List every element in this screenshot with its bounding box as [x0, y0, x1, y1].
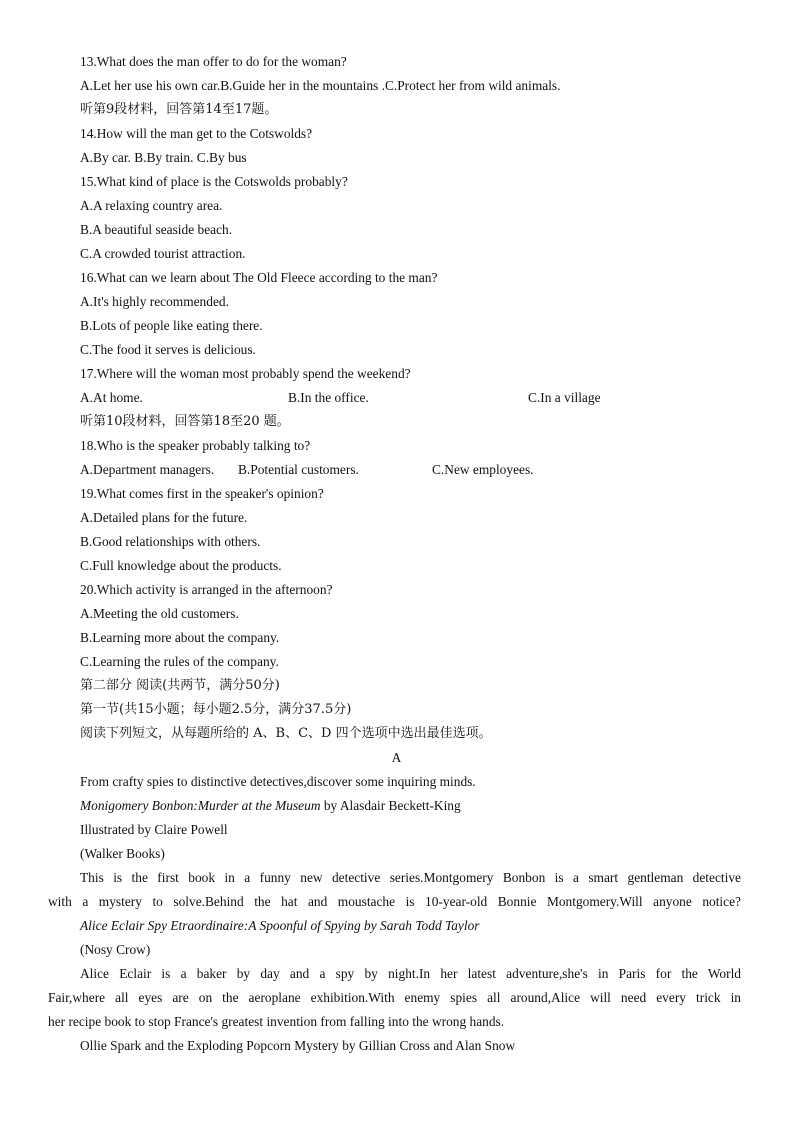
q14-options: A.By car. B.By train. C.By bus — [80, 150, 247, 165]
q15-option-b: B.A beautiful seaside beach. — [80, 222, 233, 237]
book1-publisher: (Walker Books) — [80, 846, 165, 861]
reading-instruction: 阅读下列短文，从每题所给的 A、B、C、D 四个选项中选出最佳选项。 — [80, 726, 492, 741]
q15-option-a: A.A relaxing country area. — [80, 198, 223, 213]
q17-option-b: B.In the office. — [288, 390, 369, 405]
reading-part-title: 第二部分 阅读(共两节，满分50分) — [80, 678, 280, 693]
q18-option-a: A.Department managers. — [80, 462, 215, 477]
q19-option-c: C.Full knowledge about the products. — [80, 558, 282, 573]
book1-heading — [80, 795, 461, 817]
q17-option-c: C.In a village — [528, 390, 601, 405]
passage-label: A — [391, 750, 402, 765]
book1-title: Monigomery Bonbon:Murder at the Museum — [80, 798, 321, 813]
q13-options: A.Let her use his own car.B.Guide her in the mountains .C.Protect her from wild animals. — [80, 78, 561, 93]
q19-option-a: A.Detailed plans for the future. — [80, 510, 248, 525]
section10-instruction: 听第10段材料，回答第18至20 题。 — [80, 414, 290, 429]
section9-instruction: 听第9段材料，回答第14至17题。 — [80, 102, 278, 117]
q18-options — [80, 459, 720, 481]
q13-stem: 13.What does the man offer to do for the woman? — [80, 54, 347, 69]
q20-option-b: B.Learning more about the company. — [80, 630, 280, 645]
q20-option-a: A.Meeting the old customers. — [80, 606, 239, 621]
q18-stem: 18.Who is the speaker probably talking to? — [80, 438, 311, 453]
book2-title: Alice Eclair Spy Etraordinaire:A Spoonful of Spying by Sarah Todd Taylor — [80, 918, 480, 933]
q15-option-c: C.A crowded tourist attraction. — [80, 246, 246, 261]
book1-desc-line1: This is the first book in a funny new detective series.Montgomery Bonbon is a smart gentleman detective — [80, 870, 741, 885]
book1-author: by Alasdair Beckett-King — [320, 798, 461, 813]
q20-option-c: C.Learning the rules of the company. — [80, 654, 279, 669]
book2-publisher: (Nosy Crow) — [80, 942, 151, 957]
q16-option-a: A.It's highly recommended. — [80, 294, 229, 309]
passage-intro: From crafty spies to distinctive detectives,discover some inquiring minds. — [80, 774, 476, 789]
q17-option-a: A.At home. — [80, 390, 143, 405]
q18-option-c: C.New employees. — [432, 462, 534, 477]
book1-desc-line2: with a mystery to solve.Behind the hat and moustache is 10-year-old Bonnie Montgomery.Will anyone notice? — [48, 894, 741, 909]
q14-stem: 14.How will the man get to the Cotswolds? — [80, 126, 313, 141]
reading-section-title: 第一节(共15小题；每小题2.5分，满分37.5分) — [80, 702, 352, 717]
q17-options — [80, 387, 720, 409]
q16-option-c: C.The food it serves is delicious. — [80, 342, 256, 357]
book2-desc-line3: her recipe book to stop France's greatest invention from falling into the wrong hands. — [48, 1014, 505, 1029]
book2-desc-line1: Alice Eclair is a baker by day and a spy by night.In her latest adventure,she's in Paris for the World — [80, 966, 741, 981]
q19-stem: 19.What comes first in the speaker's opinion? — [80, 486, 324, 501]
q19-option-b: B.Good relationships with others. — [80, 534, 261, 549]
book1-illustrator: Illustrated by Claire Powell — [80, 822, 228, 837]
q18-option-b: B.Potential customers. — [238, 462, 359, 477]
q17-stem: 17.Where will the woman most probably spend the weekend? — [80, 366, 411, 381]
book3-title: Ollie Spark and the Exploding Popcorn Mystery by Gillian Cross and Alan Snow — [80, 1038, 516, 1053]
q20-stem: 20.Which activity is arranged in the afternoon? — [80, 582, 333, 597]
book2-desc-line2: Fair,where all eyes are on the aeroplane exhibition.With enemy spies all around,Alice will need every trick in — [48, 990, 741, 1005]
q16-stem: 16.What can we learn about The Old Fleece according to the man? — [80, 270, 438, 285]
q15-stem: 15.What kind of place is the Cotswolds probably? — [80, 174, 348, 189]
q16-option-b: B.Lots of people like eating there. — [80, 318, 263, 333]
